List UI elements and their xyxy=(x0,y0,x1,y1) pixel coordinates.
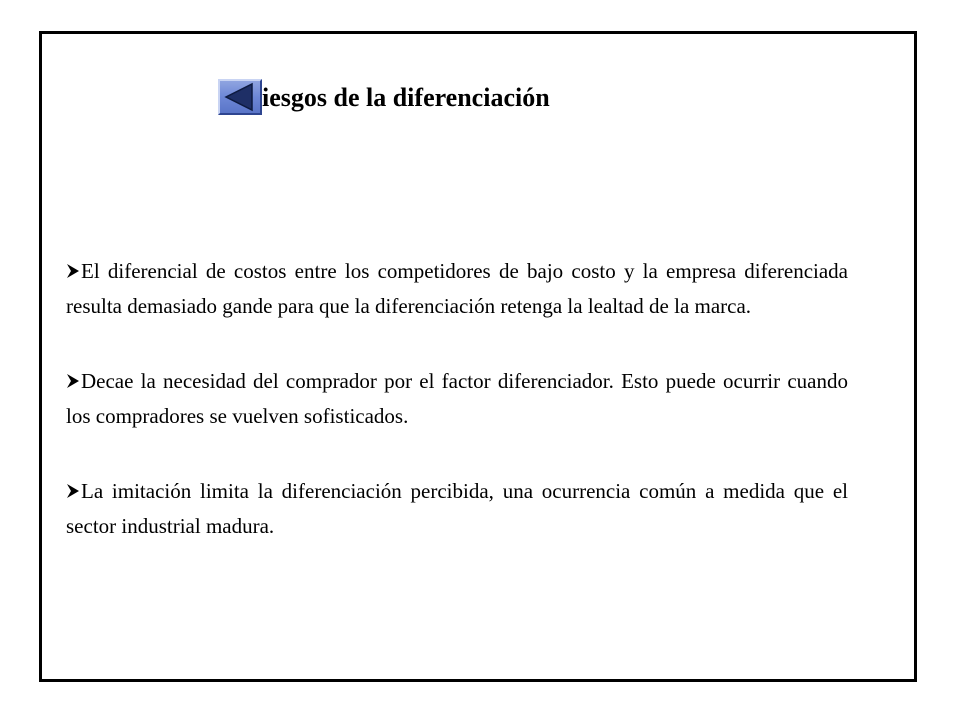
bullet-list xyxy=(66,254,848,584)
bullet-text: El diferencial de costos entre los competidores de bajo costo y la empresa diferenciada resulta demasiado gande para que la diferenciación retenga la lealtad de la marca. xyxy=(66,259,848,318)
bullet-item xyxy=(66,254,848,324)
slide-title: iesgos de la diferenciación xyxy=(262,83,550,112)
bullet-item xyxy=(66,364,848,434)
arrowhead-bullet-icon xyxy=(66,482,80,500)
bullet-text: Decae la necesidad del comprador por el factor diferenciador. Esto puede ocurrir cuando los compradores se vuelven sofisticados. xyxy=(66,369,848,428)
arrowhead-bullet-icon xyxy=(66,262,80,280)
bullet-item xyxy=(66,474,848,544)
triangle-left-icon xyxy=(220,81,260,113)
bullet-text: La imitación limita la diferenciación percibida, una ocurrencia común a medida que el sector industrial madura. xyxy=(66,479,848,538)
arrowhead-bullet-icon xyxy=(66,372,80,390)
back-button[interactable] xyxy=(218,79,262,115)
